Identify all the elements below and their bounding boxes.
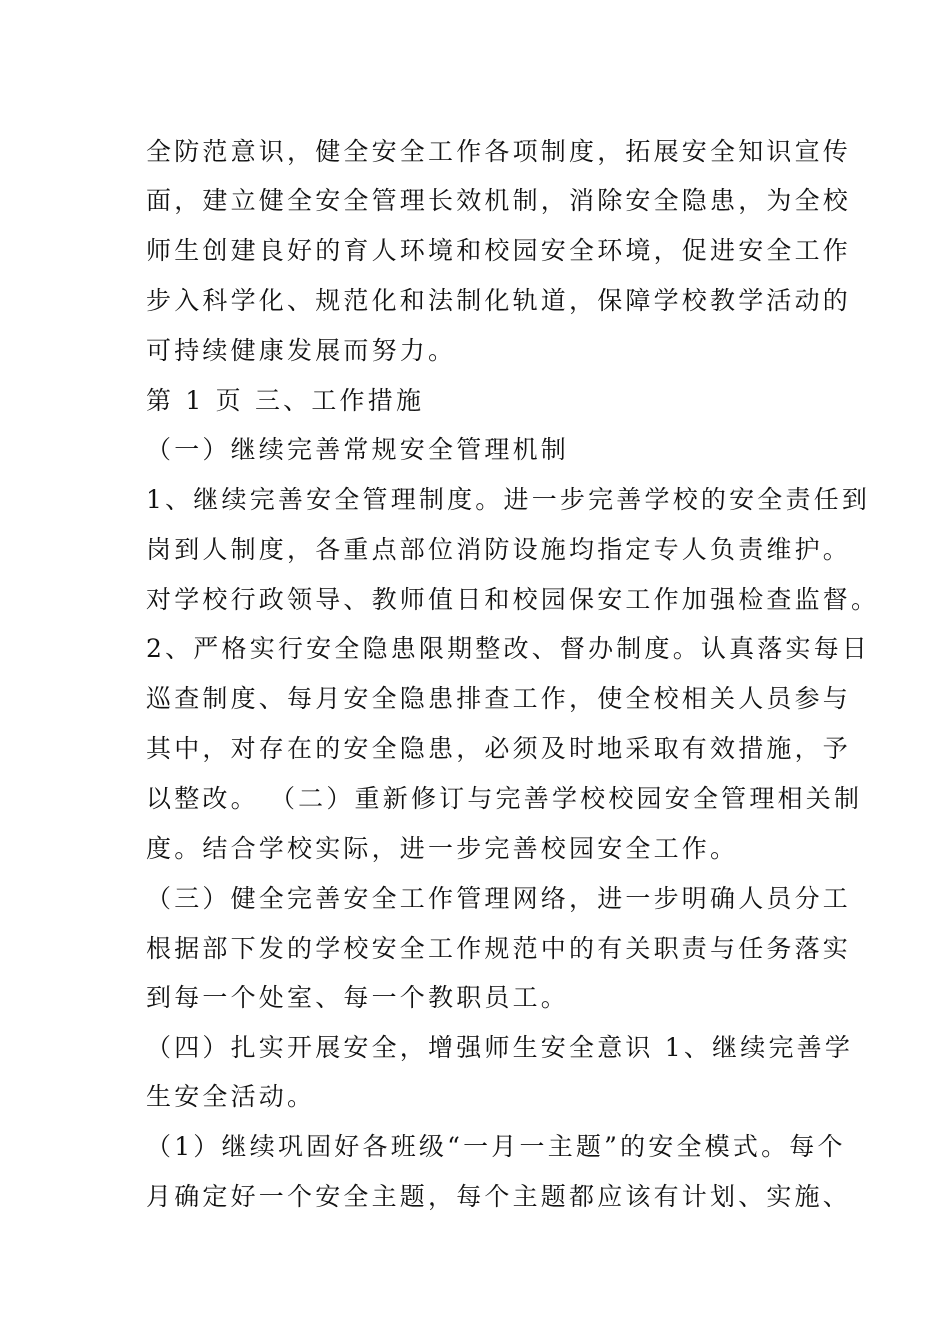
page-number-and-heading: 第 1 页 三、工作措施: [146, 386, 425, 415]
text-line: 全防范意识，健全安全工作各项制度，拓展安全知识宣传: [146, 137, 852, 166]
text-line: 1、继续完善安全管理制度。进一步完善学校的安全责任到: [146, 485, 871, 514]
text-line: 师生创建良好的育人环境和校园安全环境，促进安全工作: [146, 236, 852, 265]
text-line: 月确定好一个安全主题，每个主题都应该有计划、实施、: [146, 1182, 852, 1211]
text-line: 巡查制度、每月安全隐患排查工作，使全校相关人员参与: [146, 684, 852, 713]
text-line: 岗到人制度，各重点部位消防设施均指定专人负责维护。: [146, 535, 852, 564]
text-line: 步入科学化、规范化和法制化轨道，保障学校教学活动的: [146, 286, 852, 315]
text-line: 生安全活动。: [146, 1082, 316, 1111]
text-line: 根据部下发的学校安全工作规范中的有关职责与任务落实: [146, 934, 852, 963]
text-line: 度。结合学校实际，进一步完善校园安全工作。: [146, 834, 739, 863]
text-line: （四）扎实开展安全，增强师生安全意识 1、继续完善学: [146, 1033, 854, 1062]
text-line: （1）继续巩固好各班级“一月一主题”的安全模式。每个: [146, 1132, 846, 1161]
text-line: 可持续健康发展而努力。: [146, 336, 457, 365]
text-line: 面，建立健全安全管理长效机制，消除安全隐患，为全校: [146, 186, 852, 215]
text-line: （三）健全完善安全工作管理网络，进一步明确人员分工: [146, 884, 852, 913]
text-line: 到每一个处室、每一个教职员工。: [146, 983, 570, 1012]
text-line: 以整改。 （二）重新修订与完善学校校园安全管理相关制: [146, 784, 863, 813]
text-line: 其中，对存在的安全隐患，必须及时地采取有效措施，予: [146, 734, 852, 763]
text-line: 对学校行政领导、教师值日和校园保安工作加强检查监督。: [146, 585, 880, 614]
text-line: 2、严格实行安全隐患限期整改、督办制度。认真落实每日: [146, 634, 871, 663]
section-heading: （一）继续完善常规安全管理机制: [146, 435, 570, 464]
